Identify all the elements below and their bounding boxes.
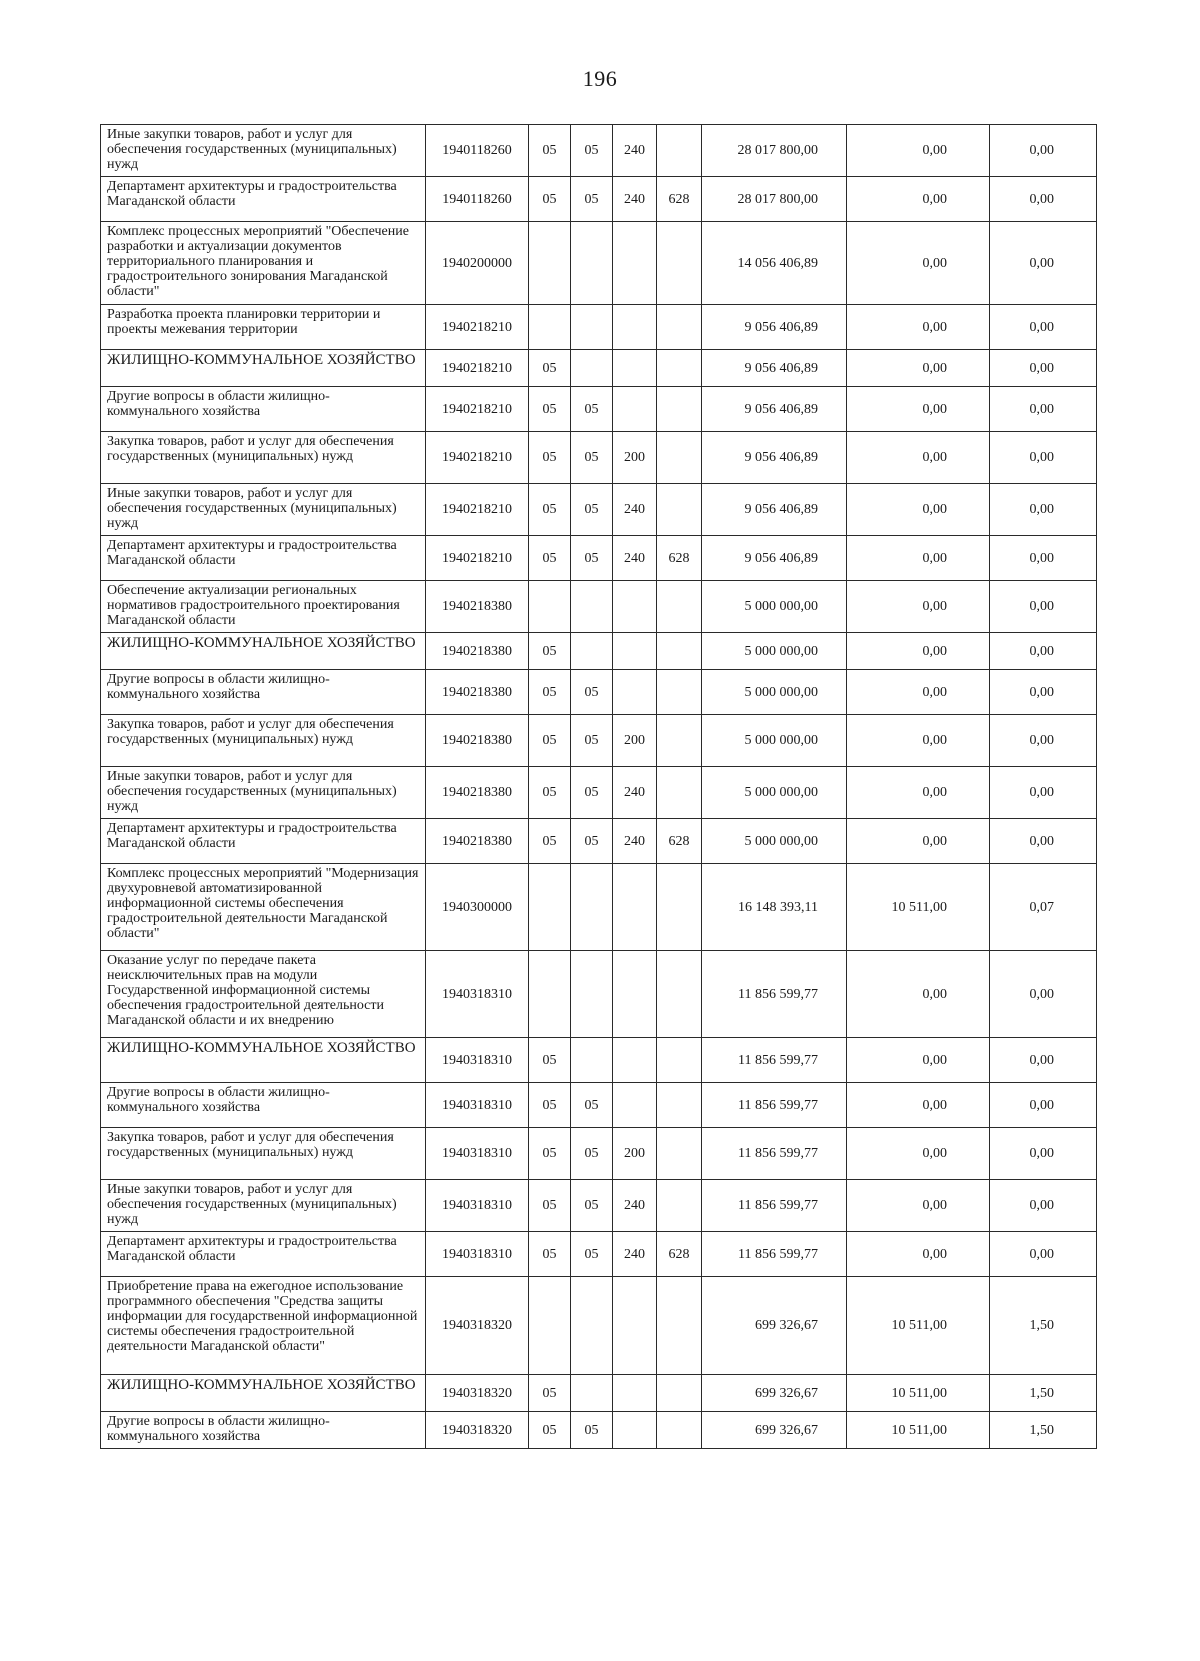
- cell-expense-type: [613, 670, 657, 715]
- table-row: [101, 581, 1097, 633]
- budget-table: [100, 124, 1097, 1449]
- table-row: [101, 1277, 1097, 1375]
- cell-administrator: [657, 1180, 702, 1232]
- cell-amount: 11 856 599,77: [702, 1128, 847, 1180]
- cell-amount-2: 0,00: [847, 767, 990, 819]
- cell-name: Обеспечение актуализации региональных нормативов градостроительного проектирования Магаданской области: [101, 581, 426, 633]
- cell-expense-type: [613, 222, 657, 305]
- table-row: [101, 1375, 1097, 1412]
- table-row: [101, 125, 1097, 177]
- cell-administrator: [657, 1083, 702, 1128]
- cell-name: Закупка товаров, работ и услуг для обеспечения государственных (муниципальных) нужд: [101, 432, 426, 484]
- cell-share: 0,00: [990, 305, 1097, 350]
- cell-name: ЖИЛИЩНО-КОММУНАЛЬНОЕ ХОЗЯЙСТВО: [101, 350, 426, 387]
- cell-administrator: [657, 1277, 702, 1375]
- cell-subsection: 05: [571, 1128, 613, 1180]
- cell-section: 05: [529, 1232, 571, 1277]
- cell-section: [529, 305, 571, 350]
- cell-expense-type: 200: [613, 432, 657, 484]
- cell-amount-2: 0,00: [847, 350, 990, 387]
- table-row: [101, 484, 1097, 536]
- cell-administrator: [657, 1412, 702, 1449]
- cell-amount-2: 0,00: [847, 819, 990, 864]
- cell-amount-2: 0,00: [847, 484, 990, 536]
- cell-expense-type: [613, 1038, 657, 1083]
- cell-administrator: [657, 1038, 702, 1083]
- cell-subsection: 05: [571, 536, 613, 581]
- cell-share: 0,00: [990, 432, 1097, 484]
- table-row: [101, 715, 1097, 767]
- cell-expense-type: [613, 305, 657, 350]
- cell-target-code: 1940218210: [426, 305, 529, 350]
- cell-target-code: 1940218380: [426, 581, 529, 633]
- cell-section: 05: [529, 125, 571, 177]
- cell-subsection: [571, 1038, 613, 1083]
- cell-target-code: 1940218380: [426, 715, 529, 767]
- cell-name: Оказание услуг по передаче пакета неисключительных прав на модули Государственной информационной системы обеспечения градостроительной деятельности Магаданской области и их внедрению: [101, 951, 426, 1038]
- cell-name: Другие вопросы в области жилищно-коммунального хозяйства: [101, 387, 426, 432]
- table-row: [101, 670, 1097, 715]
- cell-target-code: 1940300000: [426, 864, 529, 951]
- cell-share: 0,00: [990, 222, 1097, 305]
- cell-amount: 14 056 406,89: [702, 222, 847, 305]
- cell-administrator: [657, 350, 702, 387]
- cell-amount-2: 10 511,00: [847, 1412, 990, 1449]
- cell-subsection: [571, 951, 613, 1038]
- cell-section: 05: [529, 1083, 571, 1128]
- table-body: [101, 125, 1097, 1449]
- cell-name: Департамент архитектуры и градостроительства Магаданской области: [101, 536, 426, 581]
- cell-amount-2: 0,00: [847, 222, 990, 305]
- cell-amount-2: 0,00: [847, 715, 990, 767]
- cell-amount: 699 326,67: [702, 1412, 847, 1449]
- cell-subsection: [571, 581, 613, 633]
- cell-administrator: 628: [657, 1232, 702, 1277]
- table-row: [101, 1083, 1097, 1128]
- cell-subsection: 05: [571, 1232, 613, 1277]
- table-row: [101, 819, 1097, 864]
- cell-amount-2: 0,00: [847, 536, 990, 581]
- table-row: [101, 1412, 1097, 1449]
- cell-section: [529, 581, 571, 633]
- cell-name: Департамент архитектуры и градостроительства Магаданской области: [101, 177, 426, 222]
- cell-administrator: [657, 767, 702, 819]
- cell-share: 1,50: [990, 1412, 1097, 1449]
- table-row: [101, 864, 1097, 951]
- cell-target-code: 1940218210: [426, 536, 529, 581]
- cell-section: 05: [529, 633, 571, 670]
- cell-share: 0,00: [990, 536, 1097, 581]
- cell-amount-2: 0,00: [847, 1128, 990, 1180]
- cell-share: 0,00: [990, 484, 1097, 536]
- cell-administrator: [657, 305, 702, 350]
- cell-section: [529, 864, 571, 951]
- cell-share: 0,00: [990, 951, 1097, 1038]
- cell-target-code: 1940218210: [426, 387, 529, 432]
- cell-administrator: 628: [657, 177, 702, 222]
- cell-target-code: 1940318310: [426, 1038, 529, 1083]
- cell-section: 05: [529, 432, 571, 484]
- table-row: [101, 1180, 1097, 1232]
- cell-section: 05: [529, 1412, 571, 1449]
- cell-name: Иные закупки товаров, работ и услуг для обеспечения государственных (муниципальных) нужд: [101, 125, 426, 177]
- cell-subsection: 05: [571, 670, 613, 715]
- cell-expense-type: [613, 1412, 657, 1449]
- table-row: [101, 1038, 1097, 1083]
- cell-share: 0,00: [990, 1128, 1097, 1180]
- cell-amount-2: 0,00: [847, 1232, 990, 1277]
- cell-expense-type: [613, 1083, 657, 1128]
- cell-administrator: 628: [657, 819, 702, 864]
- cell-name: Другие вопросы в области жилищно-коммунального хозяйства: [101, 670, 426, 715]
- cell-section: 05: [529, 1128, 571, 1180]
- cell-subsection: 05: [571, 715, 613, 767]
- cell-expense-type: 240: [613, 767, 657, 819]
- cell-amount: 9 056 406,89: [702, 350, 847, 387]
- table-row: [101, 767, 1097, 819]
- cell-section: 05: [529, 387, 571, 432]
- cell-amount: 9 056 406,89: [702, 305, 847, 350]
- cell-administrator: [657, 715, 702, 767]
- cell-target-code: 1940318310: [426, 1083, 529, 1128]
- cell-target-code: 1940118260: [426, 177, 529, 222]
- cell-administrator: [657, 951, 702, 1038]
- cell-subsection: 05: [571, 767, 613, 819]
- cell-expense-type: 240: [613, 484, 657, 536]
- cell-target-code: 1940318320: [426, 1277, 529, 1375]
- cell-amount-2: 10 511,00: [847, 864, 990, 951]
- cell-section: 05: [529, 819, 571, 864]
- cell-subsection: 05: [571, 1083, 613, 1128]
- cell-name: Департамент архитектуры и градостроительства Магаданской области: [101, 1232, 426, 1277]
- cell-subsection: 05: [571, 387, 613, 432]
- cell-amount-2: 0,00: [847, 432, 990, 484]
- cell-section: 05: [529, 767, 571, 819]
- page-number: 196: [582, 66, 618, 91]
- cell-name: Закупка товаров, работ и услуг для обеспечения государственных (муниципальных) нужд: [101, 715, 426, 767]
- cell-amount-2: 0,00: [847, 670, 990, 715]
- cell-name: Приобретение права на ежегодное использование программного обеспечения "Средства защиты информации для государственной информационной системы обеспечения градостроительной деятельности Магаданской области": [101, 1277, 426, 1375]
- cell-administrator: [657, 670, 702, 715]
- cell-expense-type: 240: [613, 177, 657, 222]
- cell-expense-type: [613, 350, 657, 387]
- cell-administrator: [657, 432, 702, 484]
- cell-name: Разработка проекта планировки территории и проекты межевания территории: [101, 305, 426, 350]
- cell-target-code: 1940218380: [426, 670, 529, 715]
- cell-amount: 699 326,67: [702, 1375, 847, 1412]
- cell-amount-2: 0,00: [847, 387, 990, 432]
- cell-share: 1,50: [990, 1375, 1097, 1412]
- cell-section: 05: [529, 177, 571, 222]
- cell-share: 0,00: [990, 350, 1097, 387]
- cell-expense-type: 240: [613, 125, 657, 177]
- cell-name: Иные закупки товаров, работ и услуг для обеспечения государственных (муниципальных) нужд: [101, 1180, 426, 1232]
- cell-administrator: [657, 633, 702, 670]
- cell-subsection: [571, 1375, 613, 1412]
- cell-amount-2: 0,00: [847, 125, 990, 177]
- cell-section: 05: [529, 536, 571, 581]
- table-row: [101, 536, 1097, 581]
- cell-section: 05: [529, 350, 571, 387]
- table-row: [101, 177, 1097, 222]
- cell-name: Другие вопросы в области жилищно-коммунального хозяйства: [101, 1412, 426, 1449]
- cell-name: Другие вопросы в области жилищно-коммунального хозяйства: [101, 1083, 426, 1128]
- cell-subsection: [571, 633, 613, 670]
- cell-expense-type: [613, 1277, 657, 1375]
- cell-amount-2: 0,00: [847, 177, 990, 222]
- cell-section: 05: [529, 670, 571, 715]
- cell-target-code: 1940218380: [426, 819, 529, 864]
- cell-subsection: 05: [571, 819, 613, 864]
- cell-amount: 11 856 599,77: [702, 1083, 847, 1128]
- cell-expense-type: [613, 387, 657, 432]
- cell-share: 0,00: [990, 715, 1097, 767]
- cell-amount: 16 148 393,11: [702, 864, 847, 951]
- cell-amount: 11 856 599,77: [702, 1038, 847, 1083]
- cell-share: 0,00: [990, 819, 1097, 864]
- cell-subsection: [571, 350, 613, 387]
- cell-subsection: 05: [571, 432, 613, 484]
- cell-share: 0,00: [990, 1083, 1097, 1128]
- cell-target-code: 1940318310: [426, 951, 529, 1038]
- cell-section: 05: [529, 1038, 571, 1083]
- cell-target-code: 1940218210: [426, 350, 529, 387]
- cell-target-code: 1940318310: [426, 1180, 529, 1232]
- cell-share: 0,07: [990, 864, 1097, 951]
- cell-amount: 28 017 800,00: [702, 125, 847, 177]
- cell-share: 0,00: [990, 581, 1097, 633]
- cell-expense-type: [613, 951, 657, 1038]
- cell-share: 0,00: [990, 1232, 1097, 1277]
- cell-section: [529, 951, 571, 1038]
- cell-amount: 28 017 800,00: [702, 177, 847, 222]
- cell-expense-type: [613, 864, 657, 951]
- cell-expense-type: 240: [613, 1180, 657, 1232]
- cell-name: Иные закупки товаров, работ и услуг для обеспечения государственных (муниципальных) нужд: [101, 767, 426, 819]
- cell-target-code: 1940218380: [426, 633, 529, 670]
- cell-administrator: [657, 125, 702, 177]
- cell-amount: 11 856 599,77: [702, 1180, 847, 1232]
- cell-administrator: [657, 1128, 702, 1180]
- table-row: [101, 1128, 1097, 1180]
- cell-amount-2: 0,00: [847, 1180, 990, 1232]
- cell-section: 05: [529, 1375, 571, 1412]
- cell-name: Комплекс процессных мероприятий "Модернизация двухуровневой автоматизированной информационной системы обеспечения градостроительной деятельности Магаданской области": [101, 864, 426, 951]
- cell-administrator: 628: [657, 536, 702, 581]
- cell-expense-type: [613, 581, 657, 633]
- cell-expense-type: 240: [613, 819, 657, 864]
- cell-amount: 11 856 599,77: [702, 951, 847, 1038]
- cell-administrator: [657, 222, 702, 305]
- cell-amount: 5 000 000,00: [702, 633, 847, 670]
- cell-subsection: [571, 1277, 613, 1375]
- cell-name: Закупка товаров, работ и услуг для обеспечения государственных (муниципальных) нужд: [101, 1128, 426, 1180]
- cell-share: 0,00: [990, 670, 1097, 715]
- cell-target-code: 1940218380: [426, 767, 529, 819]
- cell-share: 0,00: [990, 1180, 1097, 1232]
- cell-amount: 699 326,67: [702, 1277, 847, 1375]
- cell-target-code: 1940318310: [426, 1128, 529, 1180]
- cell-share: 0,00: [990, 767, 1097, 819]
- cell-amount-2: 0,00: [847, 305, 990, 350]
- cell-share: 0,00: [990, 1038, 1097, 1083]
- cell-expense-type: [613, 633, 657, 670]
- cell-name: Комплекс процессных мероприятий "Обеспечение разработки и актуализации документов территориального планирования и градостроительного зонирования Магаданской области": [101, 222, 426, 305]
- cell-name: ЖИЛИЩНО-КОММУНАЛЬНОЕ ХОЗЯЙСТВО: [101, 633, 426, 670]
- cell-target-code: 1940218210: [426, 432, 529, 484]
- cell-target-code: 1940118260: [426, 125, 529, 177]
- cell-administrator: [657, 1375, 702, 1412]
- cell-expense-type: 240: [613, 536, 657, 581]
- table-row: [101, 387, 1097, 432]
- cell-subsection: 05: [571, 1180, 613, 1232]
- cell-section: 05: [529, 484, 571, 536]
- cell-administrator: [657, 387, 702, 432]
- cell-subsection: 05: [571, 177, 613, 222]
- cell-amount-2: 0,00: [847, 951, 990, 1038]
- cell-amount: 11 856 599,77: [702, 1232, 847, 1277]
- cell-amount: 5 000 000,00: [702, 767, 847, 819]
- cell-target-code: 1940200000: [426, 222, 529, 305]
- cell-amount-2: 0,00: [847, 633, 990, 670]
- cell-administrator: [657, 581, 702, 633]
- cell-share: 0,00: [990, 177, 1097, 222]
- cell-expense-type: 200: [613, 1128, 657, 1180]
- cell-section: 05: [529, 715, 571, 767]
- table-row: [101, 222, 1097, 305]
- cell-subsection: [571, 305, 613, 350]
- cell-section: 05: [529, 1180, 571, 1232]
- cell-subsection: 05: [571, 1412, 613, 1449]
- table-row: [101, 350, 1097, 387]
- cell-expense-type: 200: [613, 715, 657, 767]
- cell-amount: 5 000 000,00: [702, 715, 847, 767]
- table-row: [101, 1232, 1097, 1277]
- cell-amount-2: 10 511,00: [847, 1277, 990, 1375]
- cell-administrator: [657, 484, 702, 536]
- cell-name: ЖИЛИЩНО-КОММУНАЛЬНОЕ ХОЗЯЙСТВО: [101, 1038, 426, 1083]
- table-row: [101, 432, 1097, 484]
- cell-target-code: 1940218210: [426, 484, 529, 536]
- cell-amount-2: 0,00: [847, 1083, 990, 1128]
- cell-subsection: 05: [571, 484, 613, 536]
- cell-amount: 9 056 406,89: [702, 484, 847, 536]
- cell-share: 1,50: [990, 1277, 1097, 1375]
- cell-name: ЖИЛИЩНО-КОММУНАЛЬНОЕ ХОЗЯЙСТВО: [101, 1375, 426, 1412]
- cell-expense-type: 240: [613, 1232, 657, 1277]
- cell-amount: 5 000 000,00: [702, 819, 847, 864]
- table-row: [101, 305, 1097, 350]
- cell-amount-2: 0,00: [847, 1038, 990, 1083]
- cell-administrator: [657, 864, 702, 951]
- cell-amount: 9 056 406,89: [702, 432, 847, 484]
- cell-share: 0,00: [990, 125, 1097, 177]
- cell-target-code: 1940318320: [426, 1412, 529, 1449]
- cell-name: Департамент архитектуры и градостроительства Магаданской области: [101, 819, 426, 864]
- table-row: [101, 951, 1097, 1038]
- cell-name: Иные закупки товаров, работ и услуг для обеспечения государственных (муниципальных) нужд: [101, 484, 426, 536]
- cell-target-code: 1940318320: [426, 1375, 529, 1412]
- cell-section: [529, 222, 571, 305]
- cell-amount: 5 000 000,00: [702, 581, 847, 633]
- cell-share: 0,00: [990, 633, 1097, 670]
- cell-amount: 5 000 000,00: [702, 670, 847, 715]
- cell-target-code: 1940318310: [426, 1232, 529, 1277]
- cell-amount: 9 056 406,89: [702, 536, 847, 581]
- cell-subsection: [571, 222, 613, 305]
- cell-amount: 9 056 406,89: [702, 387, 847, 432]
- cell-amount-2: 0,00: [847, 581, 990, 633]
- cell-subsection: [571, 864, 613, 951]
- table-row: [101, 633, 1097, 670]
- cell-expense-type: [613, 1375, 657, 1412]
- cell-share: 0,00: [990, 387, 1097, 432]
- cell-subsection: 05: [571, 125, 613, 177]
- cell-section: [529, 1277, 571, 1375]
- cell-amount-2: 10 511,00: [847, 1375, 990, 1412]
